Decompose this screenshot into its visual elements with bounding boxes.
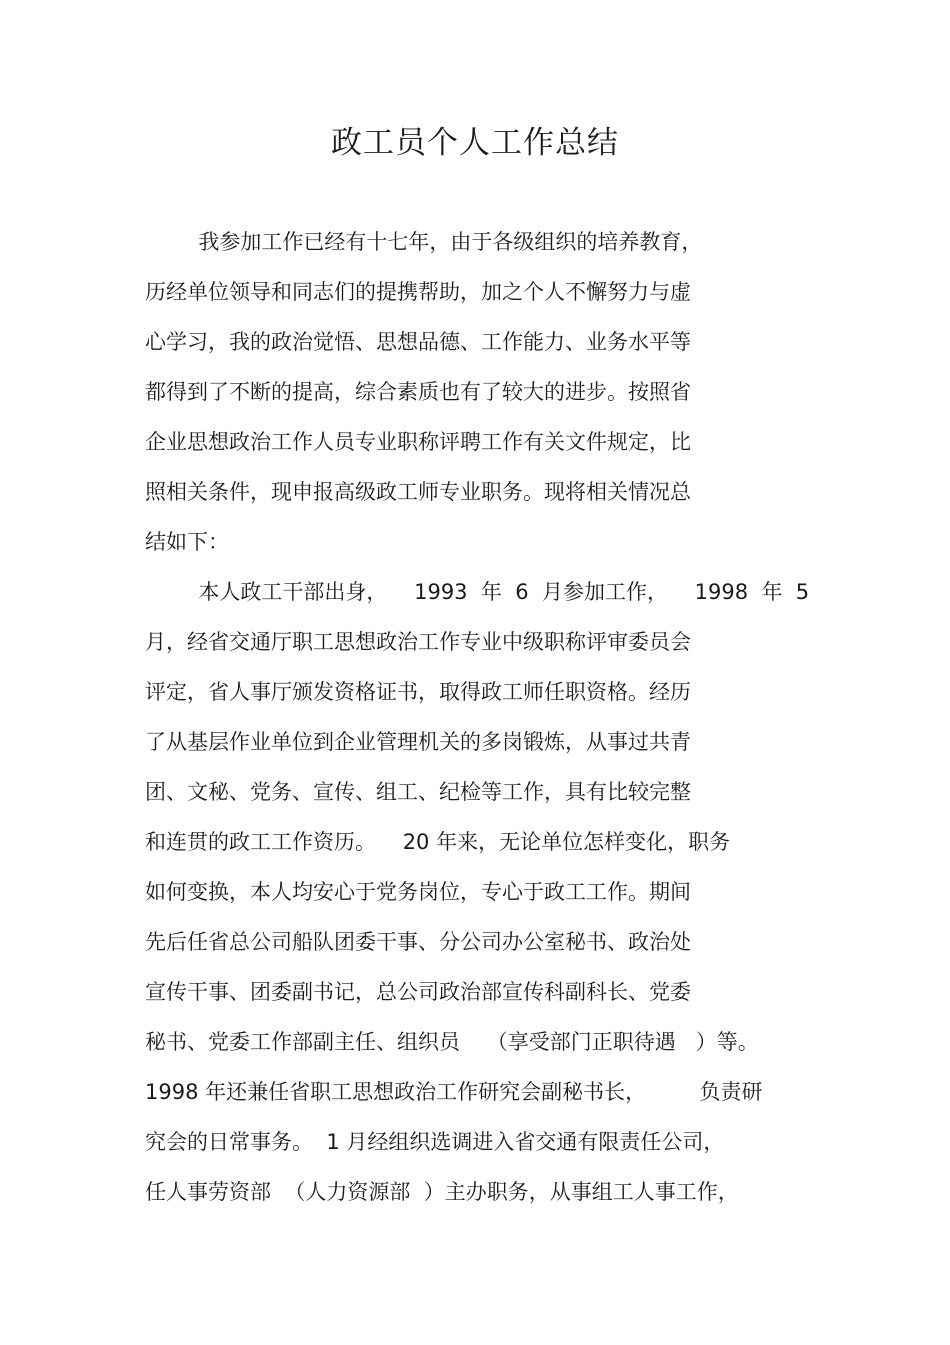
text-line: 历经单位领导和同志们的提携帮助，加之个人不懈努力与虚 xyxy=(145,280,691,304)
text-line: 我参加工作已经有十七年，由于各级组织的培养教育， xyxy=(145,230,703,254)
text-line: 1998 年还兼任省职工思想政治工作研究会副秘书长， 负责研 xyxy=(145,1080,763,1104)
text-line: 如何变换，本人均安心于党务岗位，专心于政工工作。期间 xyxy=(145,880,691,904)
text-line: 都得到了不断的提高，综合素质也有了较大的进步。按照省 xyxy=(145,380,691,404)
text-line: 团、文秘、党务、宣传、组工、纪检等工作，具有比较完整 xyxy=(145,780,691,804)
text-line: 秘书、党委工作部副主任、组织员 （享受部门正职待遇 ）等。 xyxy=(145,1030,759,1054)
text-line: 宣传干事、团委副书记，总公司政治部宣传科副科长、党委 xyxy=(145,980,691,1004)
text-line: 先后任省总公司船队团委干事、分公司办公室秘书、政治处 xyxy=(145,930,691,954)
text-line: 了从基层作业单位到企业管理机关的多岗锻炼，从事过共青 xyxy=(145,730,691,754)
text-line: 结如下： xyxy=(145,530,229,554)
text-line: 任人事劳资部 （人力资源部 ）主办职务，从事组工人事工作， xyxy=(145,1180,739,1204)
text-line: 评定，省人事厅颁发资格证书，取得政工师任职资格。经历 xyxy=(145,680,691,704)
text-line: 和连贯的政工工作资历。 20 年来，无论单位怎样变化，职务 xyxy=(145,830,731,854)
text-line: 究会的日常事务。 1 月经组织选调进入省交通有限责任公司， xyxy=(145,1130,725,1154)
document-body xyxy=(145,222,845,1222)
document-title: 政工员个人工作总结 xyxy=(331,125,619,161)
text-line: 本人政工干部出身， 1993 年 6 月参加工作， 1998 年 5 xyxy=(145,580,810,604)
text-line: 企业思想政治工作人员专业职称评聘工作有关文件规定，比 xyxy=(145,430,691,454)
text-line: 月，经省交通厅职工思想政治工作专业中级职称评审委员会 xyxy=(145,630,691,654)
text-line: 照相关条件，现申报高级政工师专业职务。现将相关情况总 xyxy=(145,480,691,504)
text-line: 心学习，我的政治觉悟、思想品德、工作能力、业务水平等 xyxy=(145,330,691,354)
